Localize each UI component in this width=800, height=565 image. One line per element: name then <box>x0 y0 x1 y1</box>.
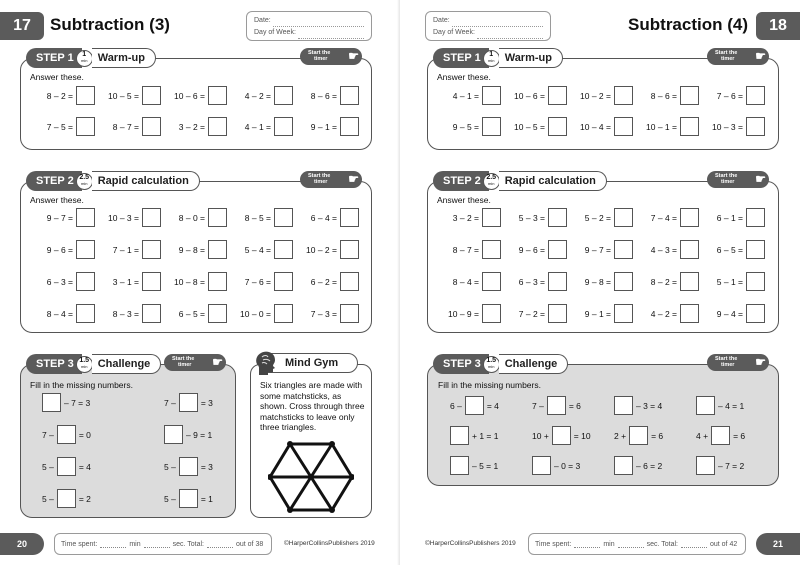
question-text: 8 – 3 = <box>112 308 139 319</box>
question-text: = 6 <box>733 430 746 441</box>
question-text: 4 – 2 = <box>244 90 271 101</box>
question-text: 10 – 5 = <box>514 121 545 132</box>
question-text: 8 – 2 = <box>46 90 73 101</box>
copyright: ©HarperCollinsPublishers 2019 <box>284 540 375 547</box>
step1-instruction: Answer these. <box>30 72 84 82</box>
hand-pointer-icon: ☛ <box>755 49 766 63</box>
answer-box[interactable] <box>42 393 61 412</box>
answer-box[interactable] <box>450 426 469 445</box>
answer-box[interactable] <box>552 426 571 445</box>
step3-title: Challenge <box>499 354 569 374</box>
question-text: 6 – <box>450 400 462 411</box>
question-text: = 0 <box>78 429 91 440</box>
clock-icon: 1 min <box>483 50 500 67</box>
day-line[interactable] <box>433 27 543 39</box>
hand-pointer-icon: ☛ <box>348 49 359 63</box>
answer-box[interactable] <box>164 425 183 444</box>
missing-number-item <box>450 456 501 475</box>
question-text: 7 – <box>164 397 176 408</box>
question-text: 2 + <box>614 430 627 441</box>
sec-field[interactable] <box>144 541 170 548</box>
question-text: 7 – 4 = <box>650 212 677 223</box>
question-text: 10 – 3 = <box>712 121 743 132</box>
step2-instruction: Answer these. <box>437 195 491 205</box>
answer-box[interactable] <box>547 396 566 415</box>
question-text: 10 – 8 = <box>174 276 205 287</box>
step3-label: STEP 3 <box>433 354 489 374</box>
step3-title: Challenge <box>92 354 162 374</box>
clock-icon: 2.5 min <box>76 173 93 190</box>
question-text: 4 – 2 = <box>650 308 677 319</box>
question-text: 10 + <box>532 430 549 441</box>
question-text: = 2 <box>78 493 91 504</box>
question-item <box>279 86 359 105</box>
missing-number-item <box>696 456 747 475</box>
question-text: 8 – 0 = <box>178 212 205 223</box>
question-text: 7 – <box>42 429 54 440</box>
step1-title: Warm-up <box>499 48 563 68</box>
question-text: – 0 = 3 <box>554 460 581 471</box>
min-label: min <box>129 540 141 548</box>
step2-header <box>26 171 200 191</box>
missing-number-item <box>164 425 215 444</box>
question-text: – 6 = 2 <box>636 460 663 471</box>
missing-number-item <box>42 457 94 476</box>
question-text: 5 – <box>42 461 54 472</box>
day-label: Day of Week: <box>254 29 296 36</box>
question-text: 10 – 3 = <box>108 212 139 223</box>
question-text: 8 – 7 = <box>452 244 479 255</box>
step1-title: Warm-up <box>92 48 156 68</box>
start-timer-button[interactable]: Start the timer ☛ <box>300 171 362 188</box>
start-timer-button[interactable]: Start the timer ☛ <box>707 171 769 188</box>
step1-header <box>433 48 563 68</box>
min-label: min <box>603 540 615 548</box>
question-item <box>685 86 765 105</box>
step3-header <box>26 354 161 374</box>
question-text: 7 – 1 = <box>112 244 139 255</box>
question-text: 10 – 2 = <box>306 244 337 255</box>
question-text: 3 – 2 = <box>452 212 479 223</box>
question-text: – 3 = 4 <box>636 400 663 411</box>
question-item <box>279 304 359 323</box>
question-text: 8 – 7 = <box>112 121 139 132</box>
missing-number-item <box>42 425 94 444</box>
missing-number-item <box>450 396 502 415</box>
min-field[interactable] <box>100 541 126 548</box>
answer-box[interactable] <box>746 86 765 105</box>
question-text: 5 – 2 = <box>584 212 611 223</box>
question-text: – 5 = 1 <box>472 460 499 471</box>
date-line[interactable] <box>254 15 364 27</box>
step2-label: STEP 2 <box>26 171 82 191</box>
question-text: 6 – 4 = <box>310 212 337 223</box>
question-text: 9 – 7 = <box>46 212 73 223</box>
question-text: 10 – 0 = <box>240 308 271 319</box>
answer-box[interactable] <box>340 208 359 227</box>
answer-box[interactable] <box>746 304 765 323</box>
question-text: 5 – 4 = <box>244 244 271 255</box>
question-text: 10 – 5 = <box>108 90 139 101</box>
answer-box[interactable] <box>57 425 76 444</box>
min-field[interactable] <box>574 541 600 548</box>
question-text: 9 – 1 = <box>584 308 611 319</box>
question-text: 10 – 1 = <box>646 121 677 132</box>
question-text: 5 – 3 = <box>518 212 545 223</box>
question-text: 9 – 6 = <box>518 244 545 255</box>
missing-number-item <box>532 396 584 415</box>
missing-number-item <box>696 396 747 415</box>
step2-title: Rapid calculation <box>499 171 607 191</box>
answer-box[interactable] <box>629 426 648 445</box>
question-text: 6 – 3 = <box>518 276 545 287</box>
missing-number-item <box>450 426 501 445</box>
question-text: = 4 <box>486 400 499 411</box>
start-timer-button[interactable]: Start the timer ☛ <box>707 354 769 371</box>
total-field[interactable] <box>681 541 707 548</box>
question-text: 5 – 1 = <box>716 276 743 287</box>
question-text: 8 – 4 = <box>46 308 73 319</box>
question-text: 9 – 8 = <box>584 276 611 287</box>
question-text: 8 – 5 = <box>244 212 271 223</box>
question-text: = 3 <box>200 461 213 472</box>
page-number-tab <box>0 12 44 40</box>
answer-box[interactable] <box>746 240 765 259</box>
page-number-tab <box>756 12 800 40</box>
question-text: = 3 <box>200 397 213 408</box>
answer-box[interactable] <box>746 272 765 291</box>
clock-icon: 1.5 min <box>483 356 500 373</box>
start-timer-button[interactable]: Start the timer ☛ <box>164 354 226 371</box>
answer-box[interactable] <box>340 272 359 291</box>
start-timer-button[interactable]: Start the timer ☛ <box>300 48 362 65</box>
footer-page-number: 21 <box>756 533 800 555</box>
question-text: 9 – 5 = <box>452 121 479 132</box>
missing-number-item <box>164 489 216 508</box>
question-item <box>279 272 359 291</box>
answer-box[interactable] <box>696 456 715 475</box>
question-text: 9 – 4 = <box>716 308 743 319</box>
question-text: = 6 <box>568 400 581 411</box>
answer-box[interactable] <box>340 117 359 136</box>
question-text: 4 – 1 = <box>244 121 271 132</box>
clock-icon: 2.5 min <box>483 173 500 190</box>
answer-box[interactable] <box>57 457 76 476</box>
question-text: 4 – 3 = <box>650 244 677 255</box>
answer-box[interactable] <box>340 86 359 105</box>
question-text: – 7 = 2 <box>718 460 745 471</box>
missing-number-item <box>614 396 665 415</box>
question-text: 9 – 7 = <box>584 244 611 255</box>
answer-box[interactable] <box>340 304 359 323</box>
hand-pointer-icon: ☛ <box>212 355 223 369</box>
question-item <box>279 117 359 136</box>
page-title: Subtraction (3) <box>50 15 170 34</box>
question-text: 10 – 6 = <box>174 90 205 101</box>
hand-pointer-icon: ☛ <box>755 355 766 369</box>
step3-label: STEP 3 <box>26 354 82 374</box>
sec-field[interactable] <box>618 541 644 548</box>
question-text: 7 – 5 = <box>46 121 73 132</box>
missing-number-item <box>164 457 216 476</box>
question-text: 8 – 2 = <box>650 276 677 287</box>
question-text: 9 – 8 = <box>178 244 205 255</box>
question-item <box>685 272 765 291</box>
sec-total-label: sec. Total: <box>646 540 678 548</box>
question-text: 10 – 6 = <box>514 90 545 101</box>
time-spent-label: Time spent: <box>535 540 572 548</box>
question-text: 5 – <box>164 493 176 504</box>
date-label: Date: <box>254 17 271 24</box>
question-text: 9 – 1 = <box>310 121 337 132</box>
step1-label: STEP 1 <box>26 48 82 68</box>
page-number: 18 <box>769 17 787 34</box>
step3-header <box>433 354 568 374</box>
question-text: 6 – 5 = <box>178 308 205 319</box>
answer-box[interactable] <box>696 396 715 415</box>
answer-box[interactable] <box>532 456 551 475</box>
question-text: 7 – 3 = <box>310 308 337 319</box>
missing-number-item <box>532 456 583 475</box>
missing-number-item <box>614 426 666 445</box>
hand-pointer-icon: ☛ <box>755 172 766 186</box>
question-text: 4 – 1 = <box>452 90 479 101</box>
question-text: 3 – 2 = <box>178 121 205 132</box>
question-text: 7 – <box>532 400 544 411</box>
answer-box[interactable] <box>614 396 633 415</box>
step2-header <box>433 171 607 191</box>
step2-instruction: Answer these. <box>30 195 84 205</box>
question-item <box>685 304 765 323</box>
step1-label: STEP 1 <box>433 48 489 68</box>
question-item <box>279 208 359 227</box>
question-text: – 4 = 1 <box>718 400 745 411</box>
out-of-label: out of 42 <box>709 540 738 548</box>
question-text: 5 – <box>164 461 176 472</box>
step1-instruction: Answer these. <box>437 72 491 82</box>
answer-box[interactable] <box>465 396 484 415</box>
date-box <box>425 11 551 41</box>
clock-icon: 1 min <box>76 50 93 67</box>
time-spent-box <box>54 533 272 555</box>
question-text: = 10 <box>573 430 591 441</box>
question-text: 4 + <box>696 430 709 441</box>
page-number: 17 <box>13 17 31 34</box>
question-text: 8 – 6 = <box>310 90 337 101</box>
missing-number-item <box>532 426 594 445</box>
step2-title: Rapid calculation <box>92 171 200 191</box>
out-of-label: out of 38 <box>235 540 264 548</box>
question-text: 7 – 6 = <box>716 90 743 101</box>
question-text: 6 – 2 = <box>310 276 337 287</box>
answer-box[interactable] <box>711 426 730 445</box>
answer-box[interactable] <box>57 489 76 508</box>
missing-number-item <box>42 489 94 508</box>
step3-instruction: Fill in the missing numbers. <box>438 380 541 390</box>
hand-pointer-icon: ☛ <box>348 172 359 186</box>
question-text: 9 – 6 = <box>46 244 73 255</box>
answer-box[interactable] <box>614 456 633 475</box>
answer-box[interactable] <box>179 489 198 508</box>
time-spent-label: Time spent: <box>61 540 98 548</box>
page-title: Subtraction (4) <box>628 15 748 34</box>
question-text: 8 – 6 = <box>650 90 677 101</box>
question-text: 7 – 6 = <box>244 276 271 287</box>
date-box <box>246 11 372 41</box>
date-label: Date: <box>433 17 450 24</box>
answer-box[interactable] <box>179 457 198 476</box>
day-line[interactable] <box>254 27 364 39</box>
question-text: 6 – 3 = <box>46 276 73 287</box>
question-item <box>685 208 765 227</box>
question-text: 6 – 1 = <box>716 212 743 223</box>
question-text: + 1 = 1 <box>472 430 499 441</box>
step3-instruction: Fill in the missing numbers. <box>30 380 133 390</box>
answer-box[interactable] <box>746 208 765 227</box>
missing-number-item <box>164 393 216 412</box>
question-text: 3 – 1 = <box>112 276 139 287</box>
step2-label: STEP 2 <box>433 171 489 191</box>
question-item <box>685 240 765 259</box>
answer-box[interactable] <box>179 393 198 412</box>
question-item <box>685 117 765 136</box>
date-line[interactable] <box>433 15 543 27</box>
question-text: = 4 <box>78 461 91 472</box>
answer-box[interactable] <box>340 240 359 259</box>
step1-header <box>26 48 156 68</box>
sec-total-label: sec. Total: <box>172 540 204 548</box>
matchstick-hexagon-figure[interactable] <box>268 440 354 514</box>
question-text: – 9 = 1 <box>186 429 213 440</box>
copyright: ©HarperCollinsPublishers 2019 <box>425 540 516 547</box>
footer-page-number: 20 <box>0 533 44 555</box>
question-text: 10 – 9 = <box>448 308 479 319</box>
time-spent-box <box>528 533 746 555</box>
answer-box[interactable] <box>746 117 765 136</box>
question-text: = 6 <box>651 430 664 441</box>
mind-gym-text: Six triangles are made with some matchsticks, as shown. Cross through three matchsticks to leave only three triangles. <box>260 380 365 432</box>
missing-number-item <box>42 393 93 412</box>
question-text: 7 – 2 = <box>518 308 545 319</box>
missing-number-item <box>696 426 748 445</box>
question-text: 10 – 2 = <box>580 90 611 101</box>
brain-head-icon <box>254 350 278 376</box>
start-timer-button[interactable]: Start the timer ☛ <box>707 48 769 65</box>
day-label: Day of Week: <box>433 29 475 36</box>
mind-gym-title: Mind Gym <box>285 357 339 369</box>
answer-box[interactable] <box>450 456 469 475</box>
question-text: – 7 = 3 <box>64 397 91 408</box>
question-text: 10 – 4 = <box>580 121 611 132</box>
question-item <box>279 240 359 259</box>
missing-number-item <box>614 456 665 475</box>
question-text: 8 – 4 = <box>452 276 479 287</box>
question-text: = 1 <box>200 493 213 504</box>
total-field[interactable] <box>207 541 233 548</box>
right-page <box>400 0 800 565</box>
question-text: 6 – 5 = <box>716 244 743 255</box>
clock-icon: 1.5 min <box>76 356 93 373</box>
question-text: 5 – <box>42 493 54 504</box>
